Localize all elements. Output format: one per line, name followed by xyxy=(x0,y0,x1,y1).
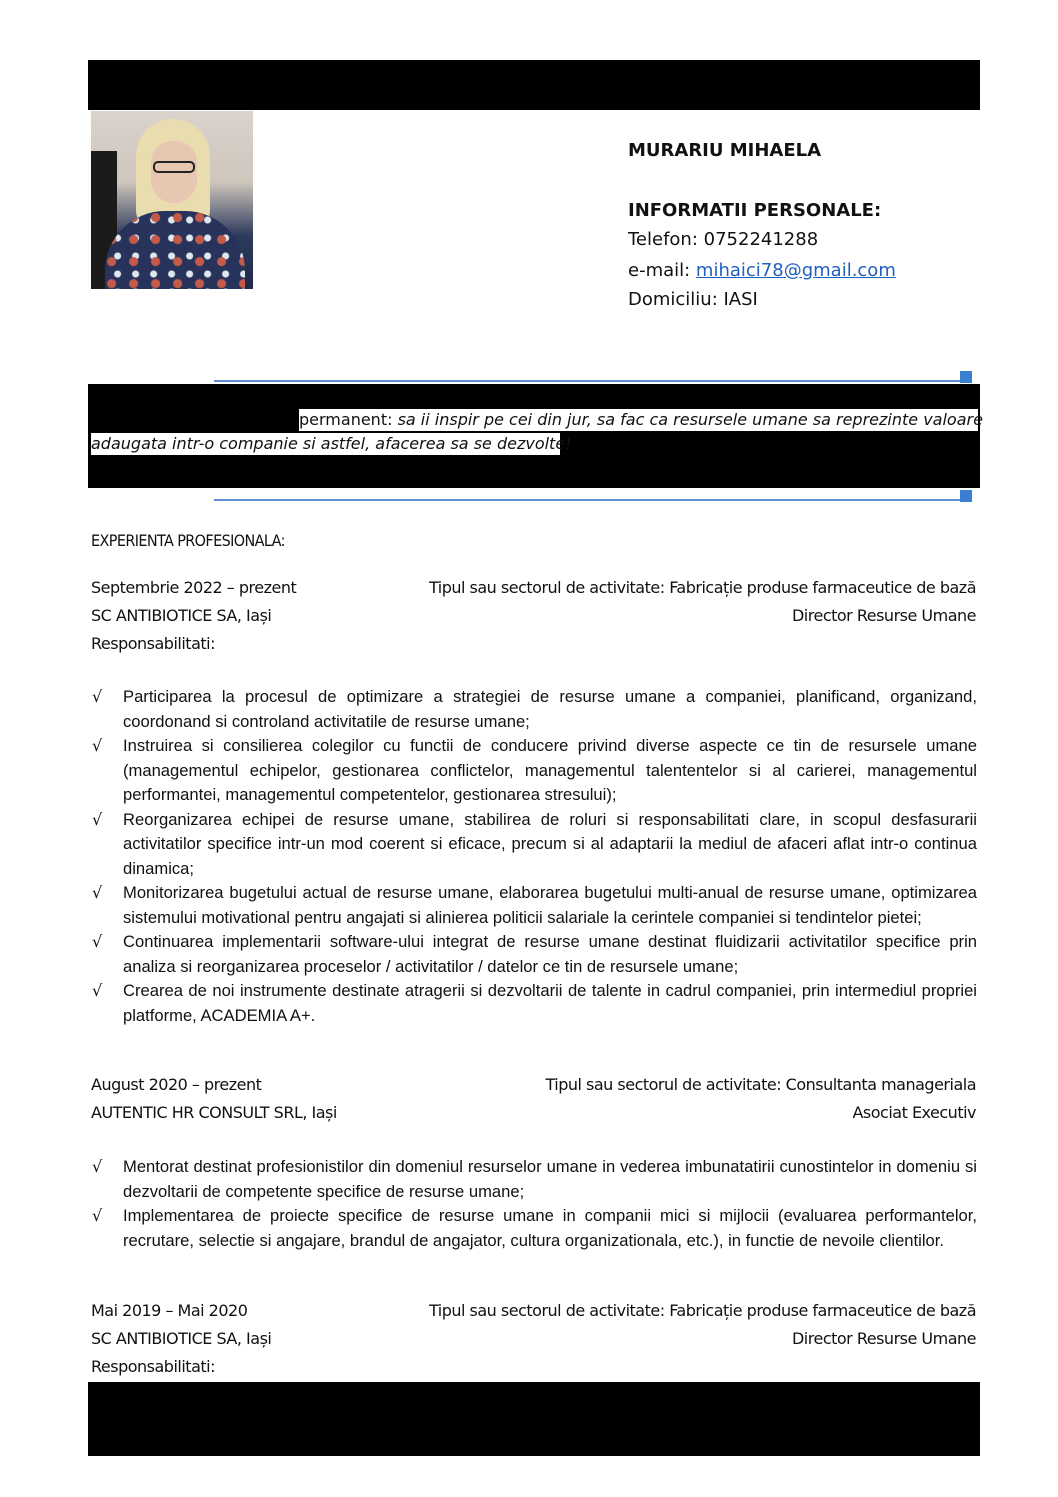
address-text: Domiciliu: IASI xyxy=(628,289,758,310)
list-item: √ Implementarea de proiecte specifice de resurse umane in companii mici si mijlocii (evaluarea performantelor, recrutare, selectie si angajare, brandul de angajator, cultura organizationala, etc.), in functie de nevoile clientilor. xyxy=(92,1206,977,1250)
list-item: √ Mentorat destinat profesionistilor din domeniul resurselor umane in vederea imbunatatirii cunostintelor in domeniu si dezvoltarii de competente specifice de resurse umane; xyxy=(92,1157,977,1201)
job-header-row xyxy=(91,1301,976,1325)
job-company-row xyxy=(91,1103,976,1127)
objective-line-1: permanent: sa ii inspir pe cei din jur, sa fac ca resursele umane sa reprezinte valoare xyxy=(299,410,983,429)
check-icon: √ xyxy=(92,1206,103,1225)
check-icon: √ xyxy=(92,1157,103,1176)
marker-top xyxy=(960,371,972,383)
job-resp-label: Responsabilitati: xyxy=(91,634,215,653)
phone-text: Telefon: 0752241288 xyxy=(628,229,819,250)
redaction-bar-bottom xyxy=(88,1382,980,1456)
objective-line-2: adaugata intr-o companie si astfel, afacerea sa se dezvolte! xyxy=(91,434,572,453)
job-company: AUTENTIC HR CONSULT SRL, Iași xyxy=(91,1103,337,1122)
job-header-row xyxy=(91,1075,976,1099)
list-item: √ Reorganizarea echipei de resurse umane, stabilirea de roluri si responsabilitati clare, in scopul desfasurarii activitatilor specifice intr-un mod coerent si eficace, precum si al adaptarii la mediul de afaceri aflat intr-o continua dinamica; xyxy=(92,809,977,878)
check-icon: √ xyxy=(92,981,103,1000)
experience-title: EXPERIENTA PROFESIONALA: xyxy=(91,531,285,550)
divider-top xyxy=(214,380,972,382)
list-item: √ Instruirea si consilierea colegilor cu functii de conducere privind diverse aspecte ce tin de resursele umane (managementul echipelor, gestionarea conflictelor, managementul talententelor si al carierei, managementul performantei, managementul competentelor, gestionarea stresului); xyxy=(92,736,977,804)
job-position: Director Resurse Umane xyxy=(791,606,976,625)
profile-photo xyxy=(91,111,253,289)
job-company: SC ANTIBIOTICE SA, Iași xyxy=(91,606,272,625)
job-position: Asociat Executiv xyxy=(852,1103,976,1122)
email-label: e-mail: xyxy=(628,260,696,281)
job-period: Mai 2019 – Mai 2020 xyxy=(91,1301,248,1320)
personal-info-title: INFORMATII PERSONALE: xyxy=(628,200,882,221)
job-resp-label: Responsabilitati: xyxy=(91,1357,215,1376)
check-icon: √ xyxy=(92,932,103,951)
full-name: MURARIU MIHAELA xyxy=(628,140,822,161)
job-sector: Tipul sau sectorul de activitate: Consultanta manageriala xyxy=(545,1075,976,1094)
list-item: √ Crearea de noi instrumente destinate atragerii si dezvoltarii de talente in cadrul companiei, prin intermediul propriei platforme, ACADEMIA A+. xyxy=(92,981,977,1025)
job-period: Septembrie 2022 – prezent xyxy=(91,578,297,597)
job-company-row xyxy=(91,606,976,630)
job-sector: Tipul sau sectorul de activitate: Fabricație produse farmaceutice de bază xyxy=(428,578,976,597)
job-company: SC ANTIBIOTICE SA, Iași xyxy=(91,1329,272,1348)
check-icon: √ xyxy=(92,883,103,902)
check-icon: √ xyxy=(92,687,103,706)
list-item: √ Monitorizarea bugetului actual de resurse umane, elaborarea bugetului multi-anual de resurse umane, optimizarea sistemului motivational pentru angajati si alinierea politicii salariale la cerintele companiei si tendintelor pietei; xyxy=(92,883,977,927)
check-icon: √ xyxy=(92,736,103,755)
check-icon: √ xyxy=(92,809,103,829)
marker-bottom xyxy=(960,490,972,502)
job-header-row xyxy=(91,578,976,602)
list-item: √ Participarea la procesul de optimizare a strategiei de resurse umane a companiei, planificand, organizand, coordonand si controland activitatile de resurse umane; xyxy=(92,687,977,731)
job-responsibilities-list xyxy=(91,1155,977,1253)
email-link[interactable]: mihaici78@gmail.com xyxy=(695,260,896,281)
job-sector: Tipul sau sectorul de activitate: Fabricație produse farmaceutice de bază xyxy=(428,1301,976,1320)
job-responsibilities-list xyxy=(91,685,977,1028)
list-item: √ Continuarea implementarii software-ului integrat de resurse umane destinat fluidizarii activitatilor specifice prin analiza si reorganizarea proceselor / activitatilor / datelor ce tin de resursele umane; xyxy=(92,932,977,976)
email-line xyxy=(628,260,896,281)
redaction-bar-top xyxy=(88,60,980,110)
job-company-row xyxy=(91,1329,976,1353)
job-position: Director Resurse Umane xyxy=(791,1329,976,1348)
divider-bottom xyxy=(214,499,972,501)
job-period: August 2020 – prezent xyxy=(91,1075,262,1094)
